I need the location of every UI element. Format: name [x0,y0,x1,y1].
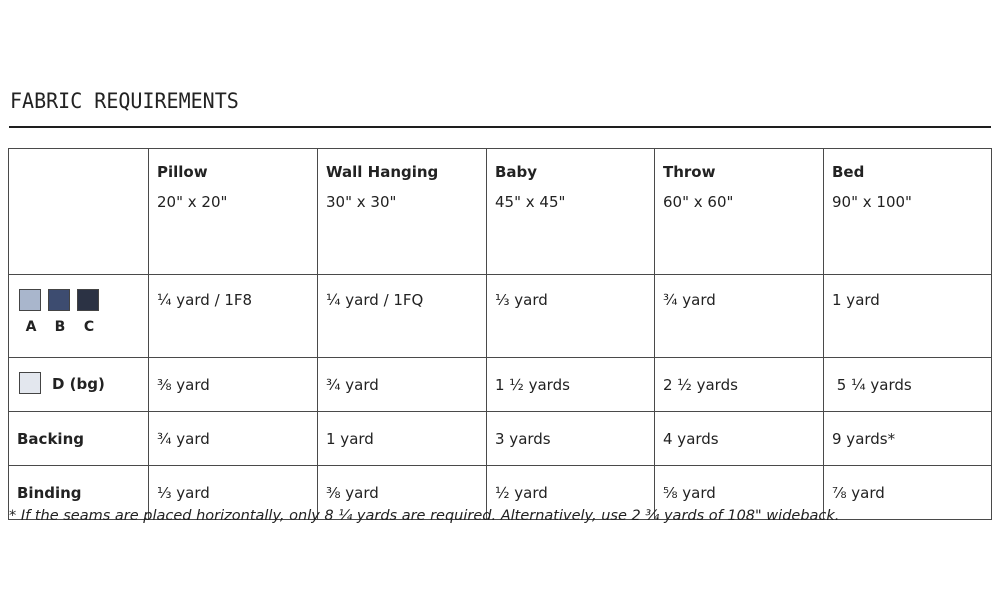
table-cell: ⅝ yard [655,466,824,520]
table-cell: ¼ yard / 1F8 [149,275,318,358]
table-cell: ⅓ yard [149,466,318,520]
column-header-throw [655,149,824,275]
footnote: * If the seams are placed horizontally, only 8 ¼ yards are required. Alternatively, use 2 ¾ yards of 108" wideback. [9,508,840,524]
column-name: Bed [832,163,865,181]
table-cell: ¾ yard [655,275,824,358]
header-corner-cell [9,149,149,275]
table-cell: ¼ yard / 1FQ [318,275,487,358]
table-cell: 5 ¼ yards [824,358,992,412]
column-name: Baby [495,163,538,181]
column-size: 60" x 60" [663,193,734,211]
title-divider [9,126,991,128]
fabric-b-swatch [48,289,70,311]
table-cell: ½ yard [487,466,655,520]
table-cell: 1 yard [824,275,992,358]
table-cell: 9 yards* [824,412,992,466]
fabric-d-swatch [19,372,41,394]
table-cell: ¾ yard [149,412,318,466]
table-header-row [9,149,992,275]
table-cell: ⅞ yard [824,466,992,520]
table-cell: ¾ yard [318,358,487,412]
table-cell: ⅜ yard [149,358,318,412]
column-name: Throw [663,163,716,181]
row-label-cell [9,275,149,358]
fabric-requirements-table [8,148,992,520]
fabric-c-swatch [77,289,99,311]
table-row-fabric-d [9,358,992,412]
fabric-a-label: A [25,319,37,335]
row-label: D (bg) [52,374,105,393]
column-header-pillow [149,149,318,275]
row-label: Backing [9,412,149,466]
table-cell: 3 yards [487,412,655,466]
table-cell: 1 ½ yards [487,358,655,412]
table-row-fabrics-abc [9,275,992,358]
column-size: 45" x 45" [495,193,566,211]
table-cell: 4 yards [655,412,824,466]
fabric-a-swatch [19,289,41,311]
row-label-cell [9,358,149,412]
fabric-b-label: B [54,319,66,335]
table-cell: 2 ½ yards [655,358,824,412]
table-cell: ⅓ yard [487,275,655,358]
table-row-backing [9,412,992,466]
column-name: Wall Hanging [326,163,439,181]
table-cell: 1 yard [318,412,487,466]
page-title: FABRIC REQUIREMENTS [10,88,239,114]
column-header-wall-hanging [318,149,487,275]
fabric-swatches [17,291,148,341]
column-size: 30" x 30" [326,193,397,211]
column-header-baby [487,149,655,275]
column-size: 90" x 100" [832,193,912,211]
column-name: Pillow [157,163,208,181]
fabric-c-label: C [83,319,95,335]
row-label: Binding [9,466,149,520]
column-header-bed [824,149,992,275]
table-cell: ⅜ yard [318,466,487,520]
column-size: 20" x 20" [157,193,228,211]
